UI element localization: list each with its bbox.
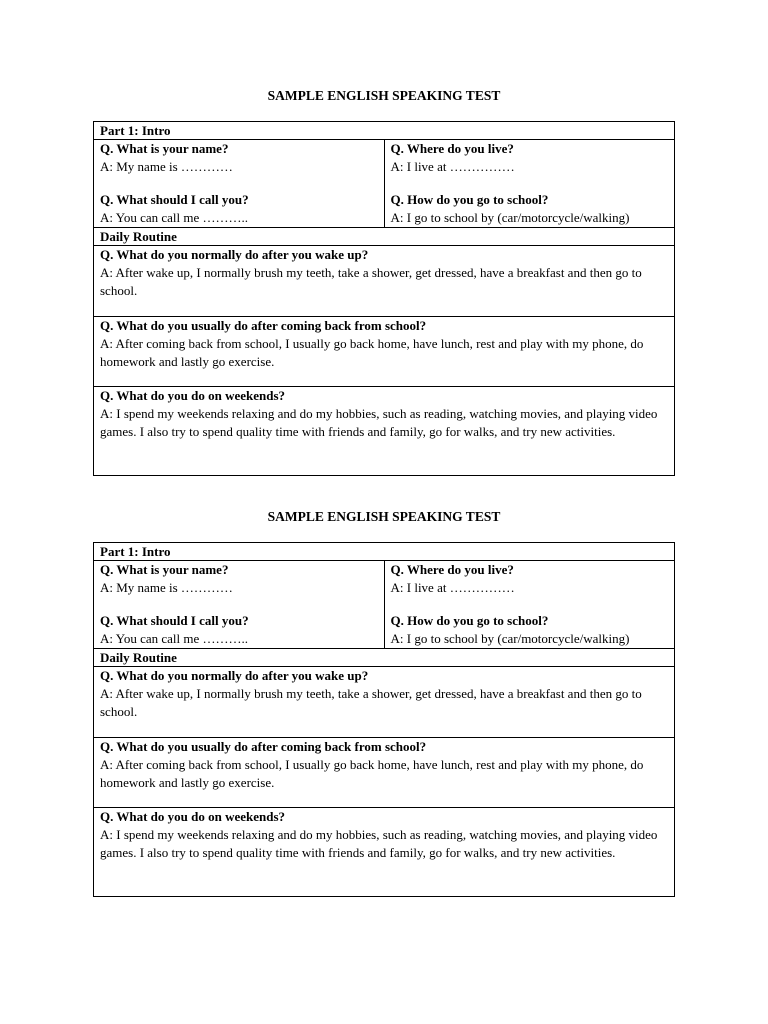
speaking-test-1 — [93, 86, 675, 476]
answer: A: After wake up, I normally brush my teeth, take a shower, get dressed, have a breakfast and then go to school. — [100, 265, 642, 298]
intro-cell-right — [384, 561, 675, 649]
question: Q. What do you normally do after you wake up? — [100, 668, 369, 683]
question: Q. How do you go to school? — [390, 613, 549, 628]
answer: A: After coming back from school, I usually go back home, have lunch, rest and play with my phone, do homework and lastly go exercise. — [100, 336, 644, 369]
answer: A: I go to school by (car/motorcycle/walking) — [390, 631, 630, 646]
answer: A: My name is ………… — [100, 159, 233, 174]
question: Q. Where do you live? — [390, 562, 514, 577]
question: Q. Where do you live? — [390, 141, 514, 156]
question: Q. What is your name? — [100, 562, 229, 577]
routine-cell — [94, 387, 675, 476]
answer: A: I spend my weekends relaxing and do my hobbies, such as reading, watching movies, and playing video games. I also try to spend quality time with friends and family, go for walks, and try new activities. — [100, 827, 658, 860]
question: Q. What do you do on weekends? — [100, 809, 286, 824]
answer: A: I go to school by (car/motorcycle/walking) — [390, 210, 630, 225]
section-label: Daily Routine — [94, 228, 675, 246]
routine-cell — [94, 667, 675, 738]
intro-cell-left — [94, 140, 385, 228]
test-table — [93, 121, 675, 476]
part-label: Part 1: Intro — [94, 543, 675, 561]
question: Q. What is your name? — [100, 141, 229, 156]
question: Q. How do you go to school? — [390, 192, 549, 207]
answer: A: My name is ………… — [100, 580, 233, 595]
routine-cell — [94, 808, 675, 897]
answer: A: You can call me ……….. — [100, 631, 249, 646]
answer: A: After coming back from school, I usually go back home, have lunch, rest and play with my phone, do homework and lastly go exercise. — [100, 757, 644, 790]
part-label: Part 1: Intro — [94, 122, 675, 140]
question: Q. What should I call you? — [100, 613, 249, 628]
test-title: SAMPLE ENGLISH SPEAKING TEST — [267, 509, 501, 524]
question: Q. What do you normally do after you wake up? — [100, 247, 369, 262]
intro-cell-right — [384, 140, 675, 228]
section-label: Daily Routine — [94, 649, 675, 667]
answer: A: I live at …………… — [390, 580, 515, 595]
answer: A: You can call me ……….. — [100, 210, 249, 225]
question: Q. What should I call you? — [100, 192, 249, 207]
routine-cell — [94, 738, 675, 808]
answer: A: After wake up, I normally brush my teeth, take a shower, get dressed, have a breakfast and then go to school. — [100, 686, 642, 719]
question: Q. What do you usually do after coming back from school? — [100, 318, 427, 333]
answer: A: I live at …………… — [390, 159, 515, 174]
speaking-test-2 — [93, 507, 675, 897]
routine-cell — [94, 317, 675, 387]
test-title: SAMPLE ENGLISH SPEAKING TEST — [267, 88, 501, 103]
routine-cell — [94, 246, 675, 317]
question: Q. What do you do on weekends? — [100, 388, 286, 403]
test-table — [93, 542, 675, 897]
intro-cell-left — [94, 561, 385, 649]
answer: A: I spend my weekends relaxing and do my hobbies, such as reading, watching movies, and playing video games. I also try to spend quality time with friends and family, go for walks, and try new activities. — [100, 406, 658, 439]
question: Q. What do you usually do after coming back from school? — [100, 739, 427, 754]
